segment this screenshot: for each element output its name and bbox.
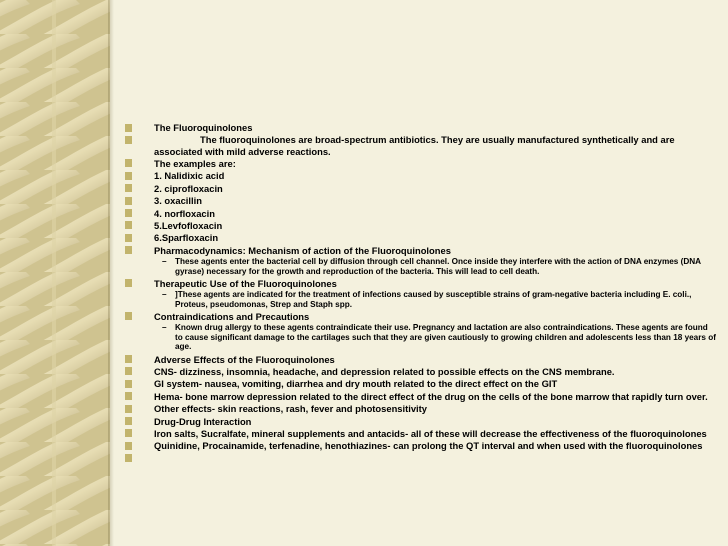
sub-bullet-text: Known drug allergy to these agents contraindicate their use. Pregnancy and lactation are also contraindications. These agents are found to cause significant damage to the cartilages such that they are given cautiously to growing children and adolescents less than 18 years of age. xyxy=(175,323,716,352)
square-bullet-icon xyxy=(125,355,132,363)
square-bullet-icon xyxy=(125,246,132,254)
square-bullet-icon xyxy=(125,221,132,229)
bullet-item xyxy=(124,378,716,389)
bullet-text: Hema- bone marrow depression related to the direct effect of the drug on the cells of the bone marrow that rapidly turn over. xyxy=(154,390,708,402)
bullet-item xyxy=(124,311,716,322)
square-bullet-icon xyxy=(125,454,132,462)
bullet-text: Drug-Drug Interaction xyxy=(154,415,252,427)
bullet-text: Contraindications and Precautions xyxy=(154,310,310,322)
sub-bullet-item xyxy=(124,323,716,352)
rope-pattern-svg xyxy=(0,0,110,546)
bullet-text: 3. oxacillin xyxy=(154,195,202,207)
square-bullet-icon xyxy=(125,429,132,437)
bullet-text: Therapeutic Use of the Fluoroquinolones xyxy=(154,277,337,289)
bullet-item xyxy=(124,354,716,365)
bullet-text: Adverse Effects of the Fluoroquinolones xyxy=(154,353,335,365)
bullet-text: 1. Nalidixic acid xyxy=(154,170,225,182)
bullet-text: Iron salts, Sucralfate, mineral supplements and antacids- all of these will decrease the effectiveness of the fluoroquinolones xyxy=(154,427,707,439)
bullet-text: The examples are: xyxy=(154,157,236,169)
bullet-text: 5.Levfofloxacin xyxy=(154,219,223,231)
bullet-item xyxy=(124,440,716,451)
bullet-item xyxy=(124,428,716,439)
square-bullet-icon xyxy=(125,234,132,242)
bullet-text: The fluoroquinolones are broad-spectrum antibiotics. They are usually manufactured synthetically and are associated with mild adverse reactions. xyxy=(154,134,675,157)
bullet-text: Pharmacodynamics: Mechanism of action of the Fluoroquinolones xyxy=(154,244,451,256)
sub-bullet-dash: – xyxy=(162,323,167,333)
sub-bullet-dash: – xyxy=(162,290,167,300)
bullet-text: The Fluoroquinolones xyxy=(154,122,253,133)
bullet-item xyxy=(124,170,716,181)
sub-bullet-item xyxy=(124,290,716,309)
square-bullet-icon xyxy=(125,172,132,180)
bullet-item xyxy=(124,416,716,427)
sub-bullet-item xyxy=(124,257,716,276)
square-bullet-icon xyxy=(125,209,132,217)
square-bullet-icon xyxy=(125,279,132,287)
bullet-text: 6.Sparfloxacin xyxy=(154,232,219,244)
square-bullet-icon xyxy=(125,136,132,144)
square-bullet-icon xyxy=(125,380,132,388)
bullet-text: 4. norfloxacin xyxy=(154,207,215,219)
bullet-item xyxy=(124,391,716,402)
bullet-text: 2. ciprofloxacin xyxy=(154,182,223,194)
bullet-item xyxy=(124,208,716,219)
bullet-text: Other effects- skin reactions, rash, fever and photosensitivity xyxy=(154,403,427,415)
bullet-text: GI system- nausea, vomiting, diarrhea and dry mouth related to the direct effect on the GIT xyxy=(154,378,558,390)
bullet-item xyxy=(124,245,716,256)
bullet-item xyxy=(124,220,716,231)
bullet-item xyxy=(124,183,716,194)
square-bullet-icon xyxy=(125,392,132,400)
bullet-item xyxy=(124,122,716,133)
bullet-item xyxy=(124,278,716,289)
square-bullet-icon xyxy=(125,417,132,425)
slide-content xyxy=(124,122,716,453)
square-bullet-icon xyxy=(125,367,132,375)
bullet-item xyxy=(124,195,716,206)
sub-bullet-text: ]These agents are indicated for the treatment of infections caused by susceptible strains of gram-negative bacteria including E. coli., Proteus, pseudomonas, Strep and Staph spp. xyxy=(175,290,692,309)
bullet-item xyxy=(124,158,716,169)
bullet-item xyxy=(124,366,716,377)
bullet-item xyxy=(124,134,716,156)
bullet-text: CNS- dizziness, insomnia, headache, and depression related to possible effects on the CNS membrane. xyxy=(154,365,615,377)
square-bullet-icon xyxy=(125,159,132,167)
rope-band-shadow xyxy=(108,0,114,546)
sub-bullet-dash: – xyxy=(162,257,167,267)
square-bullet-icon xyxy=(125,405,132,413)
square-bullet-icon xyxy=(125,312,132,320)
bullet-text: Quinidine, Procainamide, terfenadine, henothiazines- can prolong the QT interval and when used with the fluoroquinolones xyxy=(154,440,703,452)
bullet-item xyxy=(124,232,716,243)
square-bullet-icon xyxy=(125,124,132,132)
square-bullet-icon xyxy=(125,197,132,205)
bullet-item xyxy=(124,403,716,414)
square-bullet-icon xyxy=(125,442,132,450)
sub-bullet-text: These agents enter the bacterial cell by diffusion through cell channel. Once inside they interfere with the action of DNA enzymes (DNA gyrase) necessary for the growth and reproduction of the bacteria. This will lead to cell death. xyxy=(175,257,701,276)
rope-decoration xyxy=(0,0,110,546)
square-bullet-icon xyxy=(125,184,132,192)
